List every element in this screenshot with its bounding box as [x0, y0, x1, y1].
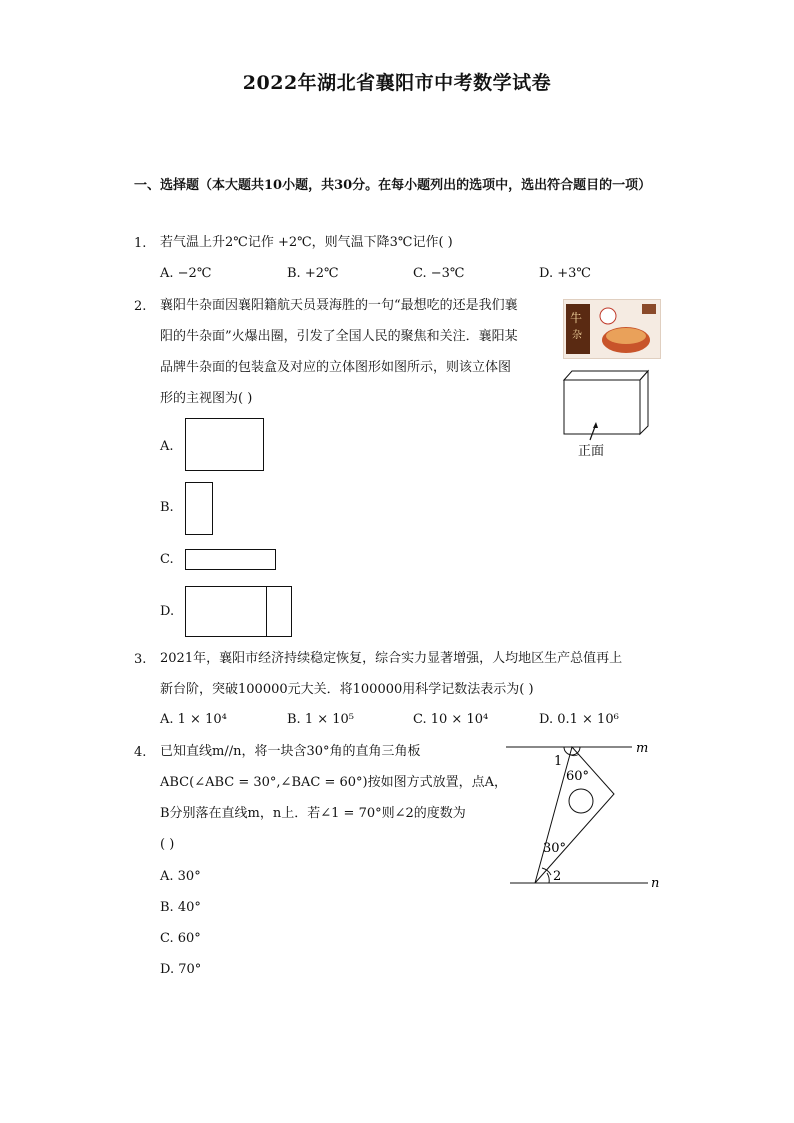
angle-60-label: 60°: [566, 769, 590, 784]
question-text-line: 已知直线m//n，将一块含30°角的直角三角板: [160, 744, 421, 759]
line-m-label: m: [636, 741, 649, 756]
question-text-line: 襄阳牛杂面因襄阳籍航天员聂海胜的一句“最想吃的还是我们襄: [160, 298, 518, 313]
question-text-line: 2021年，襄阳市经济持续稳定恢复，综合实力显著增强，人均地区生产总值再上: [160, 651, 623, 666]
question-text-line: 品牌牛杂面的包装盒及对应的立体图形如图所示，则该立体图: [160, 360, 512, 375]
question-number: 1.: [134, 236, 147, 251]
question-number: 4.: [134, 745, 147, 760]
option-a[interactable]: A.: [160, 439, 174, 454]
svg-text:杂: 杂: [572, 330, 582, 341]
option-b[interactable]: B.: [160, 500, 174, 515]
option-a[interactable]: A. 30°: [160, 869, 201, 884]
option-a[interactable]: A. 1 × 10⁴: [160, 712, 227, 727]
question-text-line: ( ): [160, 837, 175, 852]
option-c[interactable]: C. −3℃: [413, 266, 465, 281]
question-text-line: ABC(∠ABC = 30°,∠BAC = 60°)按如图方式放置，点A，: [160, 775, 507, 790]
option-b[interactable]: B. +2℃: [287, 266, 339, 281]
option-d-divider: [266, 586, 267, 636]
option-a-view-rectangle: [185, 418, 264, 471]
noodle-package-image: [563, 299, 661, 359]
question-number: 2.: [134, 299, 147, 314]
question-number: 3.: [134, 652, 147, 667]
question-text-line: B分别落在直线m，n上．若∠1 = 70°则∠2的度数为: [160, 806, 466, 821]
question-text-line: 新台阶，突破100000元大关．将100000用科学记数法表示为( ): [160, 682, 534, 697]
triangle-parallel-lines-figure: [500, 738, 670, 894]
line-n-label: n: [651, 876, 660, 891]
option-c[interactable]: C. 60°: [160, 931, 201, 946]
front-face-label: 正面: [578, 444, 605, 459]
option-d[interactable]: D. 0.1 × 10⁶: [539, 712, 619, 727]
option-a[interactable]: A. −2℃: [160, 266, 212, 281]
box-3d-figure: [560, 368, 650, 464]
angle-30-label: 30°: [543, 841, 567, 856]
option-b[interactable]: B. 40°: [160, 900, 201, 915]
section-heading: 一、选择题（本大题共10小题，共30分。在每小题列出的选项中，选出符合题目的一项）: [134, 178, 652, 193]
question-text-line: 阳的牛杂面”火爆出圈，引发了全国人民的聚焦和关注．襄阳某: [160, 329, 518, 344]
option-d[interactable]: D. +3℃: [539, 266, 591, 281]
question-text-line: 形的主视图为( ): [160, 391, 253, 406]
option-c-view-rectangle: [185, 549, 276, 570]
option-b[interactable]: B. 1 × 10⁵: [287, 712, 354, 727]
option-d[interactable]: D. 70°: [160, 962, 202, 977]
option-d-view-rectangle: [185, 586, 292, 637]
option-d[interactable]: D.: [160, 604, 175, 619]
option-c[interactable]: C. 10 × 10⁴: [413, 712, 489, 727]
question-text: 若气温上升2℃记作 +2℃，则气温下降3℃记作( ): [160, 235, 453, 250]
svg-text:牛: 牛: [570, 311, 583, 325]
angle-1-label: 1: [554, 754, 563, 769]
option-b-view-rectangle: [185, 482, 213, 535]
option-c[interactable]: C.: [160, 552, 174, 567]
angle-2-label: 2: [553, 869, 562, 884]
page-title: 2022年湖北省襄阳市中考数学试卷: [242, 72, 552, 94]
